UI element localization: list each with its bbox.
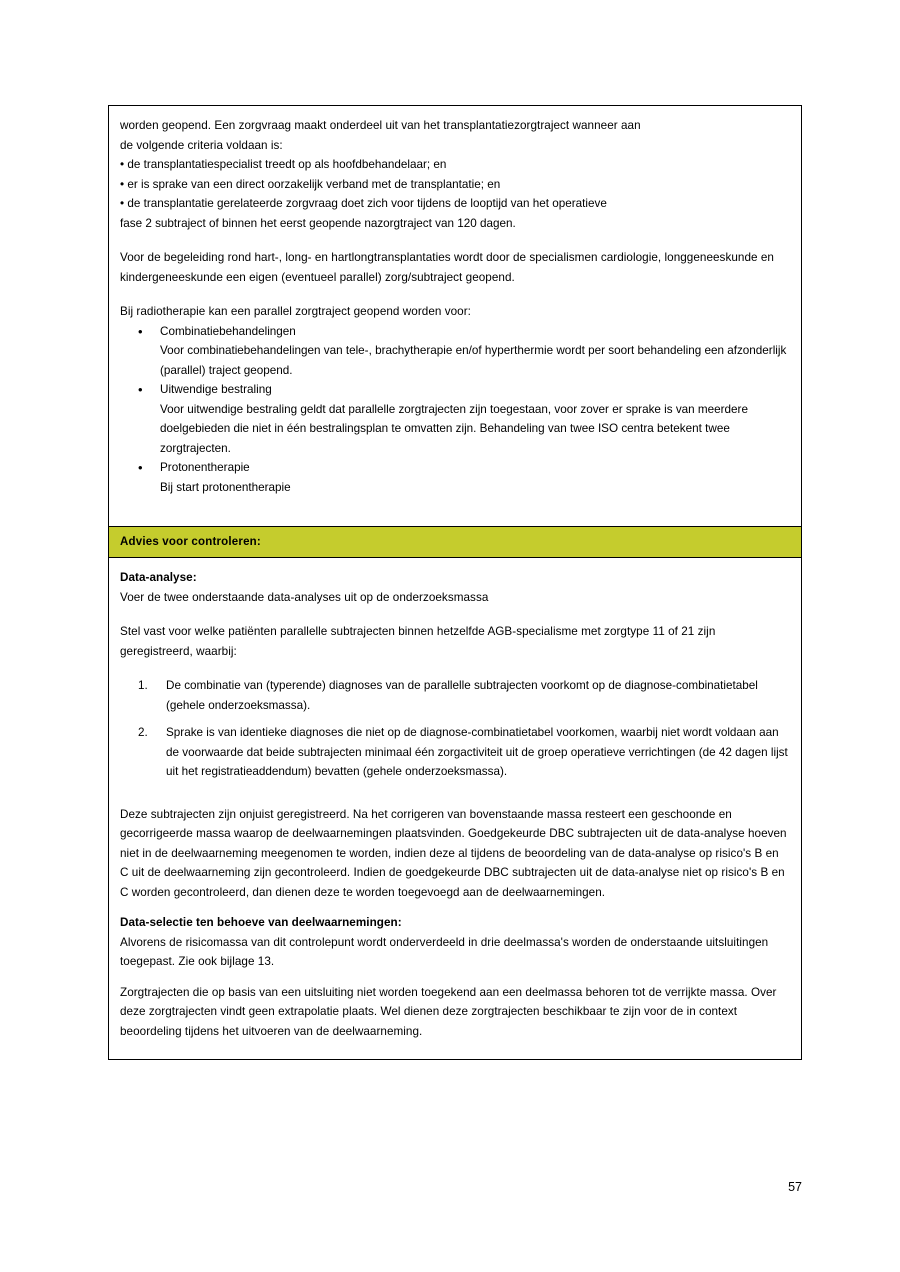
radiotherapie-list (120, 322, 790, 498)
criteria-item: • de transplantatie gerelateerde zorgvraag doet zich voor tijdens de looptijd van het operatieve (120, 197, 607, 210)
page-number: 57 (788, 1180, 802, 1194)
list-item-title: Protonentherapie (160, 461, 250, 474)
data-analyse-intro: Voer de twee onderstaande data-analyses uit op de onderzoeksmassa (120, 590, 489, 604)
spacer (120, 790, 790, 805)
document-frame (108, 105, 802, 1060)
spacer (120, 233, 790, 248)
bullet-icon: • (138, 323, 143, 339)
list-item-title: Combinatiebehandelingen (160, 324, 296, 338)
list-item-number: 2. (138, 726, 148, 739)
bullet-icon: • (138, 382, 143, 397)
spacer (120, 972, 790, 983)
spacer (120, 497, 790, 512)
spacer (120, 902, 790, 913)
list-item (120, 322, 790, 381)
advies-band (109, 526, 801, 558)
criteria-list (120, 155, 790, 233)
list-item (120, 723, 790, 782)
data-selectie-paragraph: Alvorens de risicomassa van dit controlepunt wordt onderverdeeld in drie deelmassa's worden de onderstaande uitsluitingen toegepast. Zie ook bijlage 13. (120, 935, 769, 968)
bullet-icon: • (138, 460, 143, 475)
list-item (120, 676, 790, 715)
paragraph-transplantaties: Voor de begeleiding rond hart-, long- en hartlongtransplantaties wordt door de specialismen cardiologie, longgeneeskunde en kindergeneeskunde een eigen (eventueel parallel) zorg/subtraject geopend. (120, 251, 774, 284)
criteria-item: • er is sprake van een direct oorzakelijk verband met de transplantatie; en (120, 177, 501, 191)
intro-line-1: worden geopend. Een zorgvraag maakt onderdeel uit van het transplantatiezorgtraject wanneer aan (120, 119, 641, 132)
list-item-body: Voor combinatiebehandelingen van tele-, brachytherapie en/of hyperthermie wordt per soort behandeling een afzonderlijk (parallel) traject geopend. (160, 344, 787, 377)
paragraph-radiotherapie: Bij radiotherapie kan een parallel zorgtraject geopend worden voor: (120, 305, 471, 318)
list-item-title: Uitwendige bestraling (160, 383, 272, 396)
spacer (120, 287, 790, 302)
paragraph-onjuist-geregistreerd: Deze subtrajecten zijn onjuist geregistreerd. Na het corrigeren van bovenstaande massa resteert een geschoonde en gecorrigeerde massa waarop de deelwaarnemingen plaatsvinden. Goedgekeurde DBC subtrajecten uit de data-analyse hoeven niet in de deelwaarneming meegenomen te worden, indien deze al tijdens de beoordeling van de data-analyse op risico's B en C uit de deelwaarneming zijn gecontroleerd. Indien de goedgekeurde DBC subtrajecten uit de data-analyse niet op risico's B en C worden gecontroleerd, dan dienen deze te worden toegevoegd aan de deelwaarnemingen. (120, 807, 787, 899)
section-transplantatie (109, 106, 801, 526)
list-item-text: De combinatie van (typerende) diagnoses van de parallelle subtrajecten voorkomt op de diagnose-combinatietabel (gehele onderzoeksmassa). (166, 679, 758, 712)
spacer (120, 661, 790, 676)
criteria-item: fase 2 subtraject of binnen het eerst geopende nazorgtraject van 120 dagen. (120, 216, 516, 230)
paragraph-verrijkte-massa: Zorgtrajecten die op basis van een uitsluiting niet worden toegekend aan een deelmassa behoren tot de verrijkte massa. Over deze zorgtrajecten vindt geen extrapolatie plaats. Wel dienen deze zorgtrajecten beschikbaar te zijn voor de in context beoordeling tijdens het uitvoeren van de deelwaarneming. (120, 985, 777, 1038)
data-analyse-numbered-list (120, 676, 790, 782)
list-item (120, 380, 790, 458)
data-analyse-heading: Data-analyse: (120, 571, 197, 584)
list-item-body: Voor uitwendige bestraling geldt dat parallelle zorgtrajecten zijn toegestaan, voor zover er sprake is van meerdere doelgebieden die niet in één bestralingsplan te omvatten zijn. Behandeling van twee ISO centra betekent twee zorgtrajecten. (160, 402, 748, 455)
section-advies (109, 558, 801, 1059)
data-analyse-paragraph: Stel vast voor welke patiënten parallelle subtrajecten binnen hetzelfde AGB-specialisme met zorgtype 11 of 21 zijn geregistreerd, waarbij: (120, 625, 716, 658)
advies-band-title: Advies voor controleren: (120, 536, 261, 548)
list-item-text: Sprake is van identieke diagnoses die niet op de diagnose-combinatietabel voorkomen, waarbij niet wordt voldaan aan de voorwaarde dat beide subtrajecten minimaal één zorgactiviteit uit de groep operatieve verrichtingen (de 42 dagen lijst uit het registratieaddendum) bevatten (gehele onderzoeksmassa). (166, 726, 788, 778)
data-selectie-heading: Data-selectie ten behoeve van deelwaarnemingen: (120, 916, 402, 929)
list-item (120, 458, 790, 497)
list-item-number: 1. (138, 679, 148, 692)
list-item-body: Bij start protonentherapie (160, 480, 291, 494)
intro-line-2: de volgende criteria voldaan is: (120, 138, 283, 152)
spacer (120, 607, 790, 622)
criteria-item: • de transplantatiespecialist treedt op als hoofdbehandelaar; en (120, 158, 447, 171)
